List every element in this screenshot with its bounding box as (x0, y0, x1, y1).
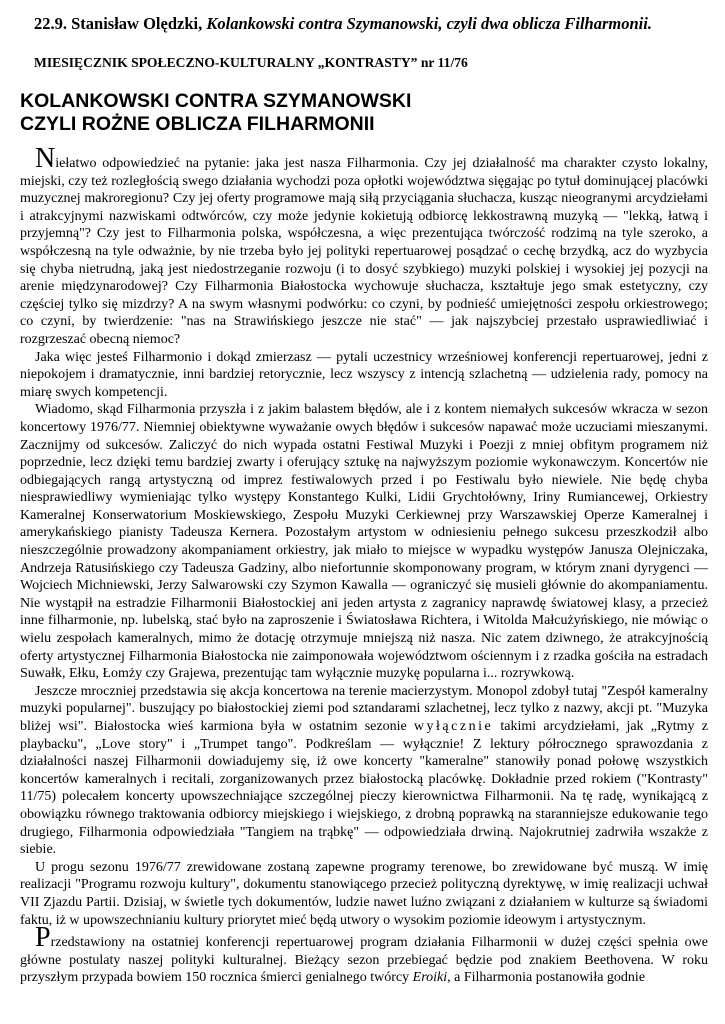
paragraph-4 (20, 683, 708, 859)
drop-cap: N (35, 143, 56, 174)
source-reference (34, 14, 694, 34)
paragraph-6-text: rzedstawiony na ostatniej konferencji repertuarowej program działania Filharmonii w dużej części spełnia owe główne postulaty naszej polityki kulturalnej. Bieżący sezon przebiegać będzie pod znakiem Beethovena. W roku przyszłym przypada bowiem 150 rocznica śmierci genialnego twórcy (20, 935, 708, 986)
reference-title: Kolankowski contra Szymanowski, czyli dwa oblicza Filharmonii. (206, 14, 652, 33)
paragraph-2: Jaka więc jesteś Filharmonio i dokąd zmierzasz — pytali uczestnicy wrześniowej konferencji repertuarowej, jedni z niepokojem i dramatycznie, inni bardziej retorycznie, lecz wszyscy z intencją szlachetną — udzielenia rady, pomocy na miarę swych kompetencji. (20, 349, 708, 400)
emphasis-spaced: wyłącznie (413, 719, 494, 734)
paragraph-3: Wiadomo, skąd Filharmonia przyszła i z jakim balastem błędów, ale i z kontem niemałych sukcesów wkracza w sezon koncertowy 1976/77. Niemniej obiektywne wyważanie owych błędów i sukcesów napawać może uczuciami mieszanymi. Zacznijmy od sukcesów. Zaliczyć do nich wypada ostatni Festiwal Muzyki i Poezji z mniej obfitym programem niż poprzednie, lecz dzięki temu bardziej zwarty i oferujący sztukę na najwyższym poziomie wykonawczym. Koncertów nie odbiegających rangą artystyczną od imprez festiwalowych przed i po Festiwalu było niewiele. Nie będę chyba niesprawiedliwy wymieniając tylko występy Konstantego Kulki, Lidii Grychtołówny, Iriny Rumiancewej, Orkiestry Kameralnej Konserwatorium Moskiewskiego, Zespołu Muzyki Cerkiewnej przy Warszawskiej Operze Kameralnej i amerykańskiego pianisty Tadeusza Kernera. Pozostałym artystom w odniesieniu pełnego sukcesu przeszkodził albo nieszczególnie prowadzony akompaniament orkiestry, jak miało to miejsce w wypadku występów Janusza Olejniczaka, Andrzeja Ratusińskiego czy Tadeusza Gadziny, albo niefortunnie skomponowany program, w którym znani dyrygenci — Wojciech Michniewski, Jerzy Salwarowski czy Szymon Kawalla — ograniczyć się musieli głównie do akompaniamentu. Nie wystąpił na estradzie Filharmonii Białostockiej ani jeden artysta z zagranicy naprawdę światowej klasy, a przecież inne filharmonie, np. lubelską, stać było na zaproszenie i Światosława Richtera, i Witolda Małcużyńskiego, nie mówiąc o wielu zespołach kameralnych, mimo że dotację otrzymuje mniejszą niż nasza. Nic zatem dziwnego, że atrakcyjnością oferty artystycznej Filharmonia Białostocka nie zaimponowała województwom ościennym i z rzadka gościła na estradach Suwałk, Ełku, Łomży czy Grajewa, prezentując tam wyłącznie muzykę popularna i... rozrywkową. (20, 402, 708, 682)
paragraph-5: U progu sezonu 1976/77 zrewidowane zostaną zapewne programy terenowe, bo zrewidowane być muszą. W imię realizacji "Programu rozwoju kultury", dokumentu stanowiącego przecież polityczną dyrektywę, w imię realizacji uchwał VII Zjazdu Partii. Dzisiaj, w świetle tych dokumentów, ludzie nawet luźno związani z działaniem w kulturze są świadomi faktu, iż w upowszechnianiu kultury priorytet mieć będą utwory o wysokim poziomie ideowym i artystycznym. (20, 859, 708, 928)
title-line-2: CZYLI ROŻNE OBLICZA FILHARMONII (20, 113, 375, 135)
paragraph-1 (20, 143, 708, 349)
article-title (20, 90, 411, 136)
paragraph-6-tail: , a Filharmonia postanowiła godnie (447, 970, 646, 986)
paragraph-6 (20, 922, 708, 987)
article-body (20, 143, 708, 987)
italic-title: Eroiki (412, 970, 448, 986)
paragraph-4-text-b: takimi arcydziełami, jak „Rytmy z playbacku", „Love story" i „Trumpet tango". Podkreślam — wyłącznie! Z lektury półrocznego sprawozdania z działalności naszej Filharmonii dowiadujemy się, iż owe koncerty "kameralne" stanowiły ponad połowę wszystkich koncertów kameralnych i recitali, zorganizowanych przez białostocką placówkę. Dokładnie przed rokiem ("Kontrasty" 11/75) polecałem koncerty upowszechniające szczególnej pieczy kierownictwa Filharmonii. Na tę radę, wynikającą z obowiązku równego traktowania odbiorcy miejskiego i wiejskiego, z drobną poprawką na staranniejsze edukowanie tego drugiego, Filharmonia odpowiedziała "Tangiem na trąbkę" — odpowiedziała drwiną. Najokrutniej zadrwiła wszakże z siebie. (20, 719, 708, 858)
paragraph-4-text-a: Jeszcze mroczniej przedstawia się akcja koncertowa na terenie macierzystym. Monopol zdobył tutaj "Zespół kameralny muzyki popularnej". buszujący po białostockiej ziemi pod sztandarami szlachetnej, lecz tylko z nazwy, akcji pt. "Muzyka bliżej wsi". Białostocka wieś karmiona była w ostatnim sezonie (20, 683, 708, 734)
drop-cap: P (35, 922, 51, 954)
reference-prefix: 22.9. Stanisław Olędzki, (34, 14, 207, 33)
paragraph-1-text: iełatwo odpowiedzieć na pytanie: jaka jest nasza Filharmonia. Czy jej działalność ma charakter czysto lokalny, miejski, czy też rozległością swego działania wychodzi poza opłotki województwa sięgając po tytuł dominującej placówki muzycznej makroregionu? Czy jej oferty programowe mają siłą przyciągania słuchacza, kusząc nieogranymi arcydziełami i atrakcyjnymi nazwiskami odtwórców, czy może jedynie kokietują odbiorcę lekkostrawną muzyką — "lekką, łatwą i przyjemną"? Czy jest to Filharmonia polska, współczesna, a więc prezentująca twórczość rodzimą na tyle szeroko, a współczesną na tyle odważnie, by nie trzeba było jej polityki repertuarowej posądzać o cechę brzydką, acz do wyzbycia się chyba nietrudną, jaką jest niedostrzeganie rozwoju (i to dosyć szybkiego) muzyki polskiej i wysokiej jej pozycji na arenie międzynarodowej? Czy Filharmonia Białostocka wychowuje słuchacza, kształtuje jego smak estetyczny, czy częściej tylko się mizdrzy? A na swym własnymi podwórku: co czyni, by podnieść umiejętności zespołu orkiestrowego; co czyni, by twierdzenie: "nas na Strawińskiego jeszcze nie stać" — jak najszybciej przestało usprawiedliwiać i rozgrzeszać obecną niemoc? (20, 156, 708, 347)
journal-line: MIESIĘCZNIK SPOŁECZNO-KULTURALNY „KONTRASTY” nr 11/76 (34, 55, 468, 70)
title-line-1: KOLANKOWSKI CONTRA SZYMANOWSKI (20, 90, 412, 112)
